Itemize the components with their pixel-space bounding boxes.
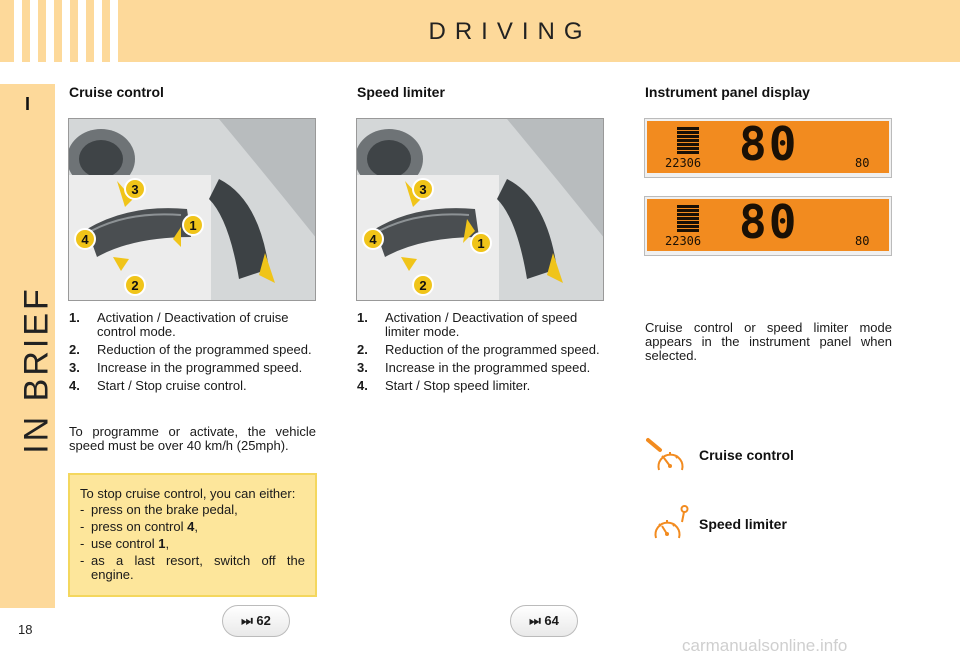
control-number: 1 bbox=[158, 536, 166, 551]
item-text: Increase in the programmed speed. bbox=[97, 360, 303, 375]
callout-2: 2 bbox=[419, 278, 427, 293]
list-item bbox=[80, 520, 305, 534]
fast-forward-icon: ⏭ bbox=[241, 613, 253, 628]
cruise-control-icon bbox=[646, 436, 688, 479]
legend-speed-limiter: Speed limiter bbox=[699, 516, 787, 532]
list-item bbox=[69, 361, 316, 375]
legend-cruise-control: Cruise control bbox=[699, 447, 794, 463]
display-speed: 80 bbox=[739, 195, 799, 249]
item-text: Start / Stop cruise control. bbox=[97, 378, 247, 393]
cruise-control-stalk-photo bbox=[68, 118, 316, 301]
instrument-panel-title: Instrument panel display bbox=[645, 84, 810, 100]
item-text: Reduction of the programmed speed. bbox=[385, 342, 600, 357]
list-item bbox=[80, 554, 305, 582]
item-text: , bbox=[165, 536, 170, 551]
page-number: 18 bbox=[18, 622, 33, 637]
instrument-description: Cruise control or speed limiter mode appears in the instrument panel when selected. bbox=[645, 320, 892, 363]
display-programmed-speed: 80 bbox=[855, 156, 870, 170]
display-speed: 80 bbox=[739, 117, 799, 171]
speed-limiter-stalk-photo bbox=[356, 118, 604, 301]
item-text: Activation / Deactivation of cruise control mode. bbox=[97, 310, 289, 339]
item-text: Activation / Deactivation of speed limiter mode. bbox=[385, 310, 578, 339]
display-odometer: 22306 bbox=[665, 234, 702, 248]
speed-limiter-icon bbox=[650, 504, 692, 547]
page-header bbox=[0, 0, 960, 62]
item-text: , bbox=[194, 519, 198, 534]
ref-page: 62 bbox=[256, 613, 271, 628]
item-number: 4. bbox=[69, 378, 80, 393]
item-number: 3. bbox=[357, 360, 368, 375]
callout-3: 3 bbox=[131, 182, 139, 197]
list-item bbox=[357, 311, 604, 339]
instrument-display-cruise bbox=[644, 118, 892, 178]
page-title: DRIVING bbox=[428, 18, 592, 45]
callout-4: 4 bbox=[81, 232, 89, 247]
box-intro: To stop cruise control, you can either: bbox=[80, 486, 296, 501]
callout-1: 1 bbox=[477, 236, 485, 251]
item-number: 4. bbox=[357, 378, 368, 393]
watermark: carmanualsonline.info bbox=[682, 636, 848, 655]
item-text: Reduction of the programmed speed. bbox=[97, 342, 312, 357]
chapter-title: IN BRIEF bbox=[17, 286, 56, 454]
cruise-control-requirement: To programme or activate, the vehicle speed must be over 40 km/h (25mph). bbox=[69, 424, 316, 453]
fuel-gauge-bars bbox=[677, 127, 699, 157]
callout-4: 4 bbox=[369, 232, 377, 247]
item-number: 2. bbox=[69, 342, 80, 357]
cruise-control-steps bbox=[69, 311, 316, 397]
list-item bbox=[69, 343, 316, 357]
list-item bbox=[69, 311, 316, 339]
item-text: as a last resort, switch off the engine. bbox=[91, 553, 305, 582]
fuel-gauge-bars bbox=[677, 205, 699, 235]
cruise-control-title: Cruise control bbox=[69, 84, 164, 100]
item-number: 2. bbox=[357, 342, 368, 357]
item-number: 1. bbox=[69, 310, 80, 325]
list-item bbox=[357, 379, 604, 393]
speed-limiter-steps bbox=[357, 311, 604, 397]
item-text: press on control bbox=[91, 519, 188, 534]
item-number: 3. bbox=[69, 360, 80, 375]
ref-page: 64 bbox=[544, 613, 559, 628]
display-odometer: 22306 bbox=[665, 156, 702, 170]
instrument-display-limiter bbox=[644, 196, 892, 256]
page-reference-62[interactable] bbox=[222, 605, 290, 637]
item-text: Increase in the programmed speed. bbox=[385, 360, 591, 375]
callout-3: 3 bbox=[419, 182, 427, 197]
page-reference-64[interactable] bbox=[510, 605, 578, 637]
item-text: use control bbox=[91, 536, 159, 551]
list-item bbox=[80, 503, 305, 517]
item-text: press on the brake pedal, bbox=[91, 502, 238, 517]
control-number: 4 bbox=[187, 519, 195, 534]
stop-cruise-control-box bbox=[68, 473, 317, 597]
list-item bbox=[80, 537, 305, 551]
item-text: Start / Stop speed limiter. bbox=[385, 378, 531, 393]
display-programmed-speed: 80 bbox=[855, 234, 870, 248]
list-item bbox=[69, 379, 316, 393]
item-number: 1. bbox=[357, 310, 368, 325]
callout-2: 2 bbox=[131, 278, 139, 293]
fast-forward-icon: ⏭ bbox=[529, 613, 541, 628]
list-item bbox=[357, 361, 604, 375]
chapter-number: I bbox=[24, 94, 30, 114]
callout-1: 1 bbox=[189, 218, 197, 233]
list-item bbox=[357, 343, 604, 357]
speed-limiter-title: Speed limiter bbox=[357, 84, 445, 100]
